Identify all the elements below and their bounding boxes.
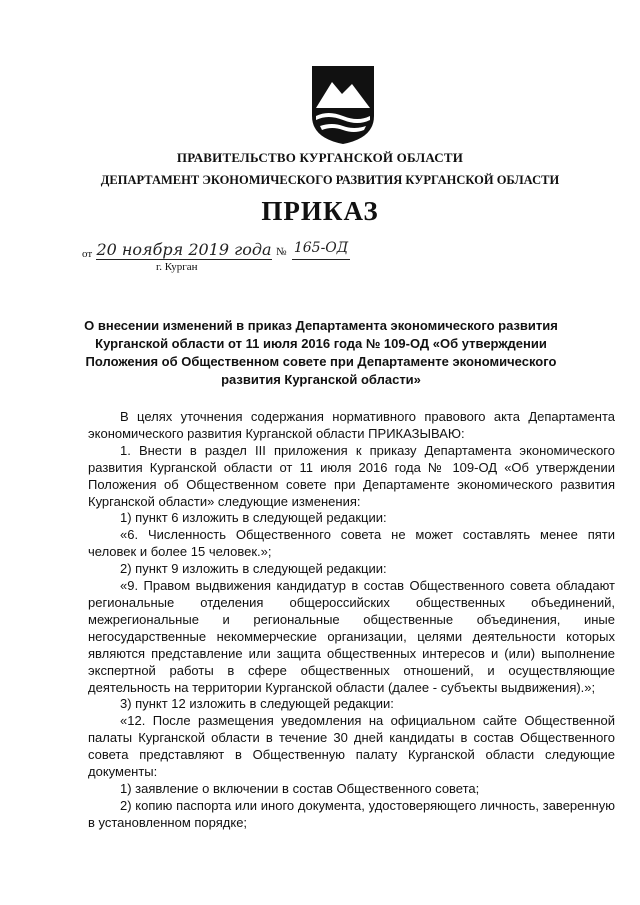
- body-paragraph: «6. Численность Общественного совета не может составлять менее пяти человек и более 15 человек.»;: [88, 527, 615, 560]
- body-paragraph: 3) пункт 12 изложить в следующей редакции:: [120, 696, 394, 712]
- date-prefix-label: от: [82, 248, 93, 260]
- city-label: г. Курган: [156, 261, 198, 273]
- handwritten-date: 20 ноября 2019 года: [96, 240, 272, 259]
- body-paragraph: «9. Правом выдвижения кандидатур в состав Общественного совета обладают региональные отделения общероссийских общественных объединений, межрегиональные и региональные общественные объединения, иные негосударственные некоммерческие организации, целями деятельности которых являются представление или защита общественных интересов и (или) выполнение экспертной работы в сфере общественных отношений, и осуществляющие деятельность на территории Курганской области (далее - субъекты выдвижения).»;: [88, 578, 615, 695]
- body-paragraph: 1. Внести в раздел III приложения к приказу Департамента экономического развития Курганской области от 11 июля 2016 года № 109-ОД «Об утверждении Положения об Общественном совете при Департаменте экономического развития Курганской области» следующие изменения:: [88, 442, 615, 509]
- document-body: [88, 409, 615, 832]
- coat-of-arms-emblem: [308, 64, 378, 146]
- department-name: ДЕПАРТАМЕНТ ЭКОНОМИЧЕСКОГО РАЗВИТИЯ КУРГАНСКОЙ ОБЛАСТИ: [100, 173, 560, 187]
- number-label: №: [276, 246, 287, 258]
- body-paragraph: 1) заявление о включении в состав Общественного совета;: [120, 780, 480, 796]
- government-name: ПРАВИТЕЛЬСТВО КУРГАНСКОЙ ОБЛАСТИ: [176, 150, 464, 165]
- body-paragraph: 1) пункт 6 изложить в следующей редакции:: [120, 510, 387, 526]
- body-paragraph: В целях уточнения содержания нормативного правового акта Департамента экономического развития Курганской области ПРИКАЗЫВАЮ:: [88, 409, 615, 441]
- dateline: [82, 240, 382, 280]
- document-title: ПРИКАЗ: [261, 196, 379, 226]
- body-paragraph: 2) копию паспорта или иного документа, удостоверяющего личность, заверенную в установленном порядке;: [88, 797, 615, 830]
- body-paragraph: «12. После размещения уведомления на официальном сайте Общественной палаты Курганской области в течение 30 дней кандидаты в состав Общественного совета представляют в Общественную палату Курганской области следующие документы:: [88, 713, 615, 780]
- handwritten-number: 165-ОД: [292, 240, 350, 260]
- order-subject: О внесении изменений в приказ Департамента экономического развития Курганской области от 11 июля 2016 года № 109-ОД «Об утверждении Положения об Общественном совете при Департаменте экономического развития Курганской области»: [84, 318, 558, 387]
- body-paragraph: 2) пункт 9 изложить в следующей редакции:: [120, 561, 387, 577]
